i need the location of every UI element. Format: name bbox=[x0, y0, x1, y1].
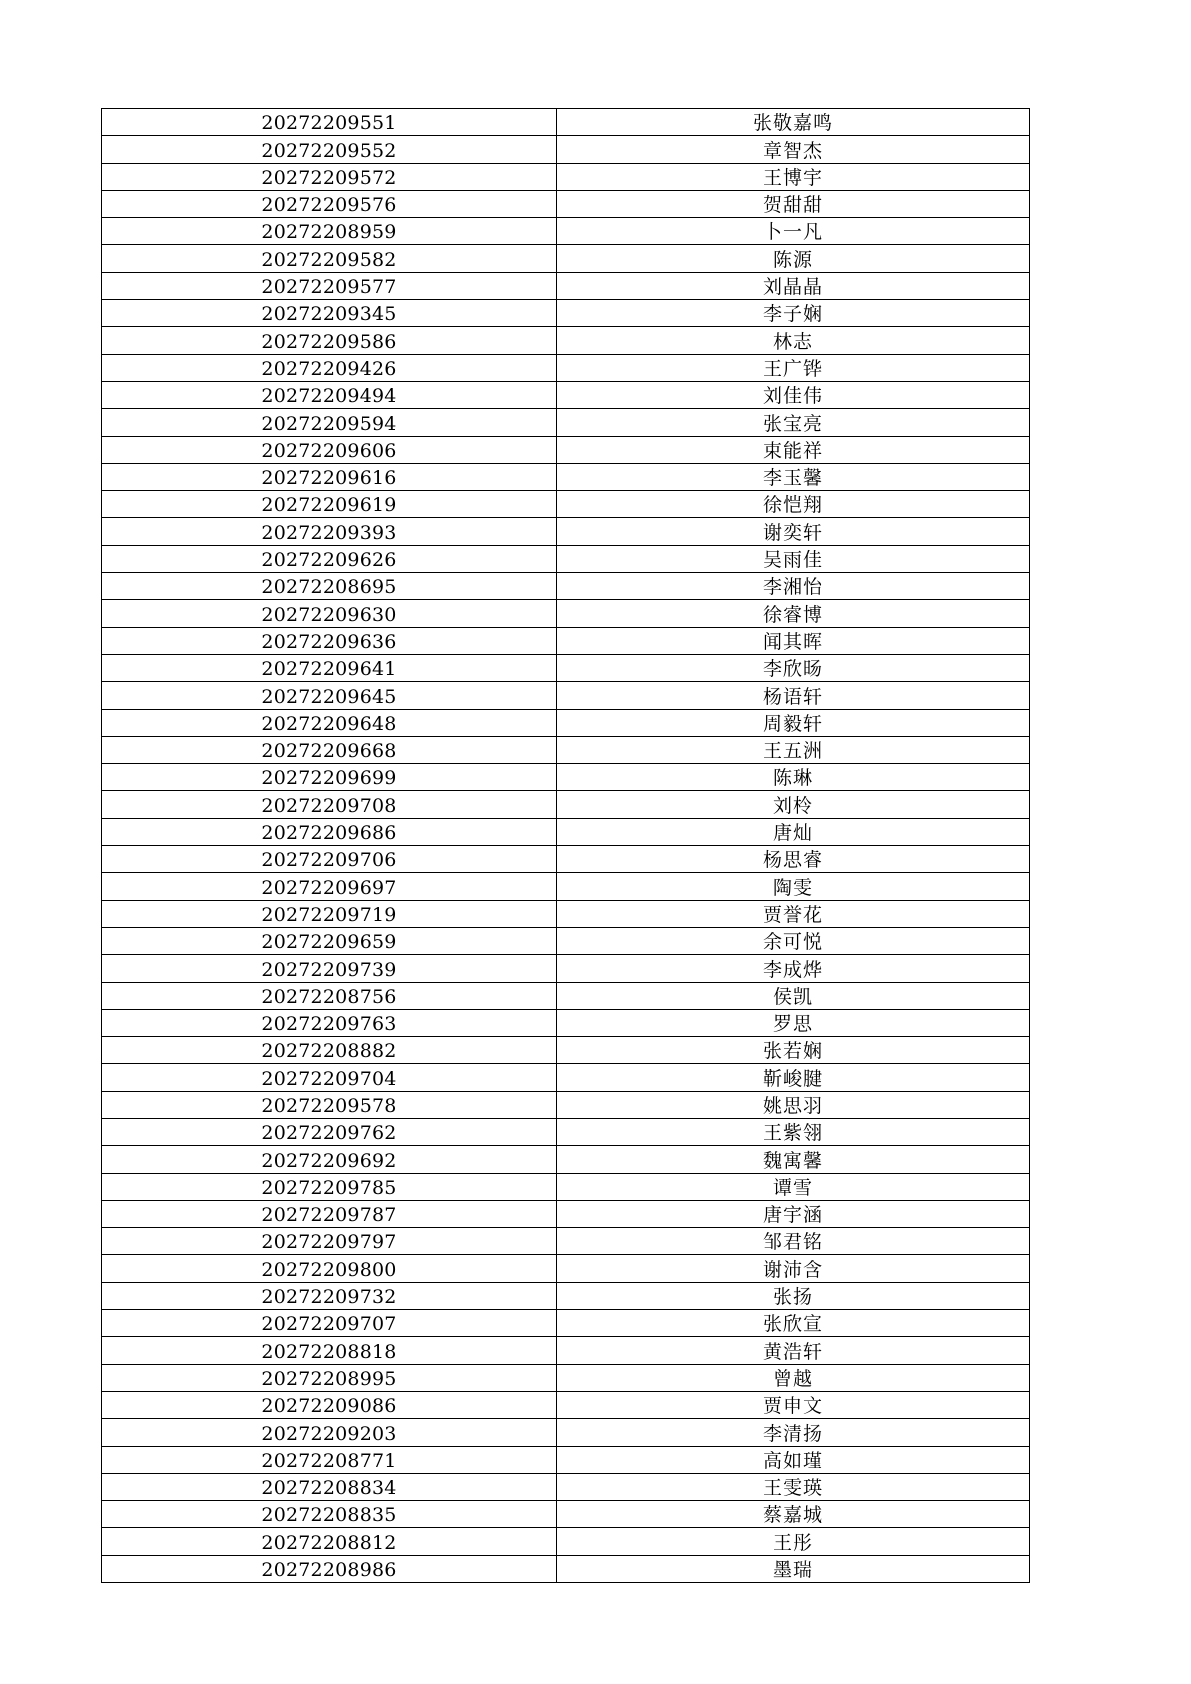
student-id-cell: 20272209393 bbox=[102, 518, 557, 545]
student-name-cell: 张宝亮 bbox=[557, 409, 1030, 436]
student-id-cell: 20272209699 bbox=[102, 764, 557, 791]
student-id-cell: 20272209345 bbox=[102, 300, 557, 327]
table-row bbox=[102, 136, 1030, 163]
student-id-cell: 20272209576 bbox=[102, 190, 557, 217]
table-row bbox=[102, 1118, 1030, 1145]
student-id-cell: 20272208986 bbox=[102, 1555, 557, 1582]
table-row bbox=[102, 1282, 1030, 1309]
student-id-cell: 20272209086 bbox=[102, 1391, 557, 1418]
table-row bbox=[102, 654, 1030, 681]
student-id-cell: 20272209762 bbox=[102, 1118, 557, 1145]
table-row bbox=[102, 1146, 1030, 1173]
student-id-cell: 20272209692 bbox=[102, 1146, 557, 1173]
student-name-cell: 罗思 bbox=[557, 1009, 1030, 1036]
student-id-cell: 20272209719 bbox=[102, 900, 557, 927]
table-row bbox=[102, 927, 1030, 954]
student-id-cell: 20272208771 bbox=[102, 1446, 557, 1473]
table-row bbox=[102, 1528, 1030, 1555]
student-id-cell: 20272209732 bbox=[102, 1282, 557, 1309]
student-name-cell: 蔡嘉城 bbox=[557, 1501, 1030, 1528]
student-id-cell: 20272209203 bbox=[102, 1419, 557, 1446]
student-id-cell: 20272209572 bbox=[102, 163, 557, 190]
table-row bbox=[102, 1446, 1030, 1473]
student-id-cell: 20272209606 bbox=[102, 436, 557, 463]
student-name-cell: 高如瑾 bbox=[557, 1446, 1030, 1473]
student-id-cell: 20272209645 bbox=[102, 682, 557, 709]
table-row bbox=[102, 1037, 1030, 1064]
table-row bbox=[102, 1200, 1030, 1227]
student-name-cell: 谢沛含 bbox=[557, 1255, 1030, 1282]
student-name-cell: 束能祥 bbox=[557, 436, 1030, 463]
student-name-cell: 张扬 bbox=[557, 1282, 1030, 1309]
student-name-cell: 杨思睿 bbox=[557, 846, 1030, 873]
table-row bbox=[102, 955, 1030, 982]
table-row bbox=[102, 1009, 1030, 1036]
student-id-cell: 20272209577 bbox=[102, 272, 557, 299]
student-name-cell: 唐宇涵 bbox=[557, 1200, 1030, 1227]
table-row bbox=[102, 764, 1030, 791]
student-id-cell: 20272209586 bbox=[102, 327, 557, 354]
student-id-cell: 20272209594 bbox=[102, 409, 557, 436]
student-id-cell: 20272209797 bbox=[102, 1228, 557, 1255]
table-row bbox=[102, 272, 1030, 299]
table-row bbox=[102, 518, 1030, 545]
student-name-cell: 李子娴 bbox=[557, 300, 1030, 327]
table-row bbox=[102, 163, 1030, 190]
student-id-cell: 20272208818 bbox=[102, 1337, 557, 1364]
table-row bbox=[102, 1419, 1030, 1446]
table-row bbox=[102, 1364, 1030, 1391]
student-name-cell: 贾誉花 bbox=[557, 900, 1030, 927]
student-name-cell: 张欣宣 bbox=[557, 1310, 1030, 1337]
table-row bbox=[102, 218, 1030, 245]
student-id-cell: 20272209648 bbox=[102, 709, 557, 736]
student-name-cell: 林志 bbox=[557, 327, 1030, 354]
student-name-cell: 曾越 bbox=[557, 1364, 1030, 1391]
student-id-cell: 20272208882 bbox=[102, 1037, 557, 1064]
student-id-cell: 20272209697 bbox=[102, 873, 557, 900]
student-id-cell: 20272209582 bbox=[102, 245, 557, 272]
student-id-cell: 20272208834 bbox=[102, 1473, 557, 1500]
student-name-cell: 张若娴 bbox=[557, 1037, 1030, 1064]
table-row bbox=[102, 409, 1030, 436]
student-name-cell: 唐灿 bbox=[557, 818, 1030, 845]
table-row bbox=[102, 436, 1030, 463]
student-id-cell: 20272209552 bbox=[102, 136, 557, 163]
table-row bbox=[102, 381, 1030, 408]
student-table bbox=[101, 108, 1030, 1583]
student-id-cell: 20272209739 bbox=[102, 955, 557, 982]
student-name-cell: 贾申文 bbox=[557, 1391, 1030, 1418]
table-row bbox=[102, 1091, 1030, 1118]
table-row bbox=[102, 1255, 1030, 1282]
student-id-cell: 20272209686 bbox=[102, 818, 557, 845]
table-row bbox=[102, 1228, 1030, 1255]
student-id-cell: 20272209707 bbox=[102, 1310, 557, 1337]
student-id-cell: 20272209426 bbox=[102, 354, 557, 381]
table-row bbox=[102, 846, 1030, 873]
student-id-cell: 20272209616 bbox=[102, 463, 557, 490]
table-row bbox=[102, 1064, 1030, 1091]
table-row bbox=[102, 573, 1030, 600]
student-name-cell: 谢奕轩 bbox=[557, 518, 1030, 545]
student-name-cell: 李清扬 bbox=[557, 1419, 1030, 1446]
table-row bbox=[102, 354, 1030, 381]
student-id-cell: 20272208812 bbox=[102, 1528, 557, 1555]
table-row bbox=[102, 818, 1030, 845]
student-name-cell: 王博宇 bbox=[557, 163, 1030, 190]
student-name-cell: 余可悦 bbox=[557, 927, 1030, 954]
table-row bbox=[102, 300, 1030, 327]
table-row bbox=[102, 791, 1030, 818]
student-id-cell: 20272208695 bbox=[102, 573, 557, 600]
table-row bbox=[102, 463, 1030, 490]
student-name-cell: 章智杰 bbox=[557, 136, 1030, 163]
student-name-cell: 李玉馨 bbox=[557, 463, 1030, 490]
student-name-cell: 陶雯 bbox=[557, 873, 1030, 900]
student-name-cell: 李欣旸 bbox=[557, 654, 1030, 681]
student-table-body bbox=[102, 109, 1030, 1583]
student-name-cell: 贺甜甜 bbox=[557, 190, 1030, 217]
student-name-cell: 闻其晖 bbox=[557, 627, 1030, 654]
student-name-cell: 侯凯 bbox=[557, 982, 1030, 1009]
table-row bbox=[102, 736, 1030, 763]
student-name-cell: 王五洲 bbox=[557, 736, 1030, 763]
student-name-cell: 刘佳伟 bbox=[557, 381, 1030, 408]
student-name-cell: 周毅轩 bbox=[557, 709, 1030, 736]
table-row bbox=[102, 1173, 1030, 1200]
student-name-cell: 王彤 bbox=[557, 1528, 1030, 1555]
student-name-cell: 王雯瑛 bbox=[557, 1473, 1030, 1500]
student-name-cell: 王广铧 bbox=[557, 354, 1030, 381]
table-row bbox=[102, 491, 1030, 518]
student-name-cell: 魏寓馨 bbox=[557, 1146, 1030, 1173]
table-row bbox=[102, 600, 1030, 627]
student-name-cell: 姚思羽 bbox=[557, 1091, 1030, 1118]
table-row bbox=[102, 1501, 1030, 1528]
student-name-cell: 陈琳 bbox=[557, 764, 1030, 791]
table-row bbox=[102, 1310, 1030, 1337]
student-name-cell: 刘晶晶 bbox=[557, 272, 1030, 299]
student-id-cell: 20272209626 bbox=[102, 545, 557, 572]
student-name-cell: 邹君铭 bbox=[557, 1228, 1030, 1255]
student-name-cell: 徐恺翔 bbox=[557, 491, 1030, 518]
student-id-cell: 20272208835 bbox=[102, 1501, 557, 1528]
table-row bbox=[102, 327, 1030, 354]
student-name-cell: 刘柃 bbox=[557, 791, 1030, 818]
student-id-cell: 20272209659 bbox=[102, 927, 557, 954]
student-name-cell: 谭雪 bbox=[557, 1173, 1030, 1200]
student-name-cell: 王紫翎 bbox=[557, 1118, 1030, 1145]
student-id-cell: 20272209785 bbox=[102, 1173, 557, 1200]
student-name-cell: 靳峻腱 bbox=[557, 1064, 1030, 1091]
student-name-cell: 徐睿博 bbox=[557, 600, 1030, 627]
student-name-cell: 陈源 bbox=[557, 245, 1030, 272]
table-row bbox=[102, 190, 1030, 217]
student-id-cell: 20272209641 bbox=[102, 654, 557, 681]
student-name-cell: 黄浩轩 bbox=[557, 1337, 1030, 1364]
table-row bbox=[102, 900, 1030, 927]
student-id-cell: 20272208756 bbox=[102, 982, 557, 1009]
table-row bbox=[102, 109, 1030, 136]
student-id-cell: 20272208959 bbox=[102, 218, 557, 245]
student-id-cell: 20272209763 bbox=[102, 1009, 557, 1036]
table-row bbox=[102, 627, 1030, 654]
student-name-cell: 杨语轩 bbox=[557, 682, 1030, 709]
table-row bbox=[102, 1391, 1030, 1418]
student-id-cell: 20272209636 bbox=[102, 627, 557, 654]
table-row bbox=[102, 245, 1030, 272]
student-id-cell: 20272209494 bbox=[102, 381, 557, 408]
table-row bbox=[102, 682, 1030, 709]
student-name-cell: 张敬嘉鸣 bbox=[557, 109, 1030, 136]
student-name-cell: 李湘怡 bbox=[557, 573, 1030, 600]
table-row bbox=[102, 1473, 1030, 1500]
student-id-cell: 20272209630 bbox=[102, 600, 557, 627]
student-id-cell: 20272209708 bbox=[102, 791, 557, 818]
student-name-cell: 卜一凡 bbox=[557, 218, 1030, 245]
table-row bbox=[102, 982, 1030, 1009]
student-id-cell: 20272209704 bbox=[102, 1064, 557, 1091]
student-id-cell: 20272209578 bbox=[102, 1091, 557, 1118]
table-row bbox=[102, 709, 1030, 736]
student-id-cell: 20272208995 bbox=[102, 1364, 557, 1391]
student-name-cell: 吴雨佳 bbox=[557, 545, 1030, 572]
student-id-cell: 20272209551 bbox=[102, 109, 557, 136]
table-row bbox=[102, 545, 1030, 572]
student-id-cell: 20272209668 bbox=[102, 736, 557, 763]
table-row bbox=[102, 1337, 1030, 1364]
student-id-cell: 20272209787 bbox=[102, 1200, 557, 1227]
student-id-cell: 20272209706 bbox=[102, 846, 557, 873]
student-id-cell: 20272209619 bbox=[102, 491, 557, 518]
student-name-cell: 墨瑞 bbox=[557, 1555, 1030, 1582]
student-id-cell: 20272209800 bbox=[102, 1255, 557, 1282]
table-row bbox=[102, 1555, 1030, 1582]
table-row bbox=[102, 873, 1030, 900]
student-name-cell: 李成烨 bbox=[557, 955, 1030, 982]
